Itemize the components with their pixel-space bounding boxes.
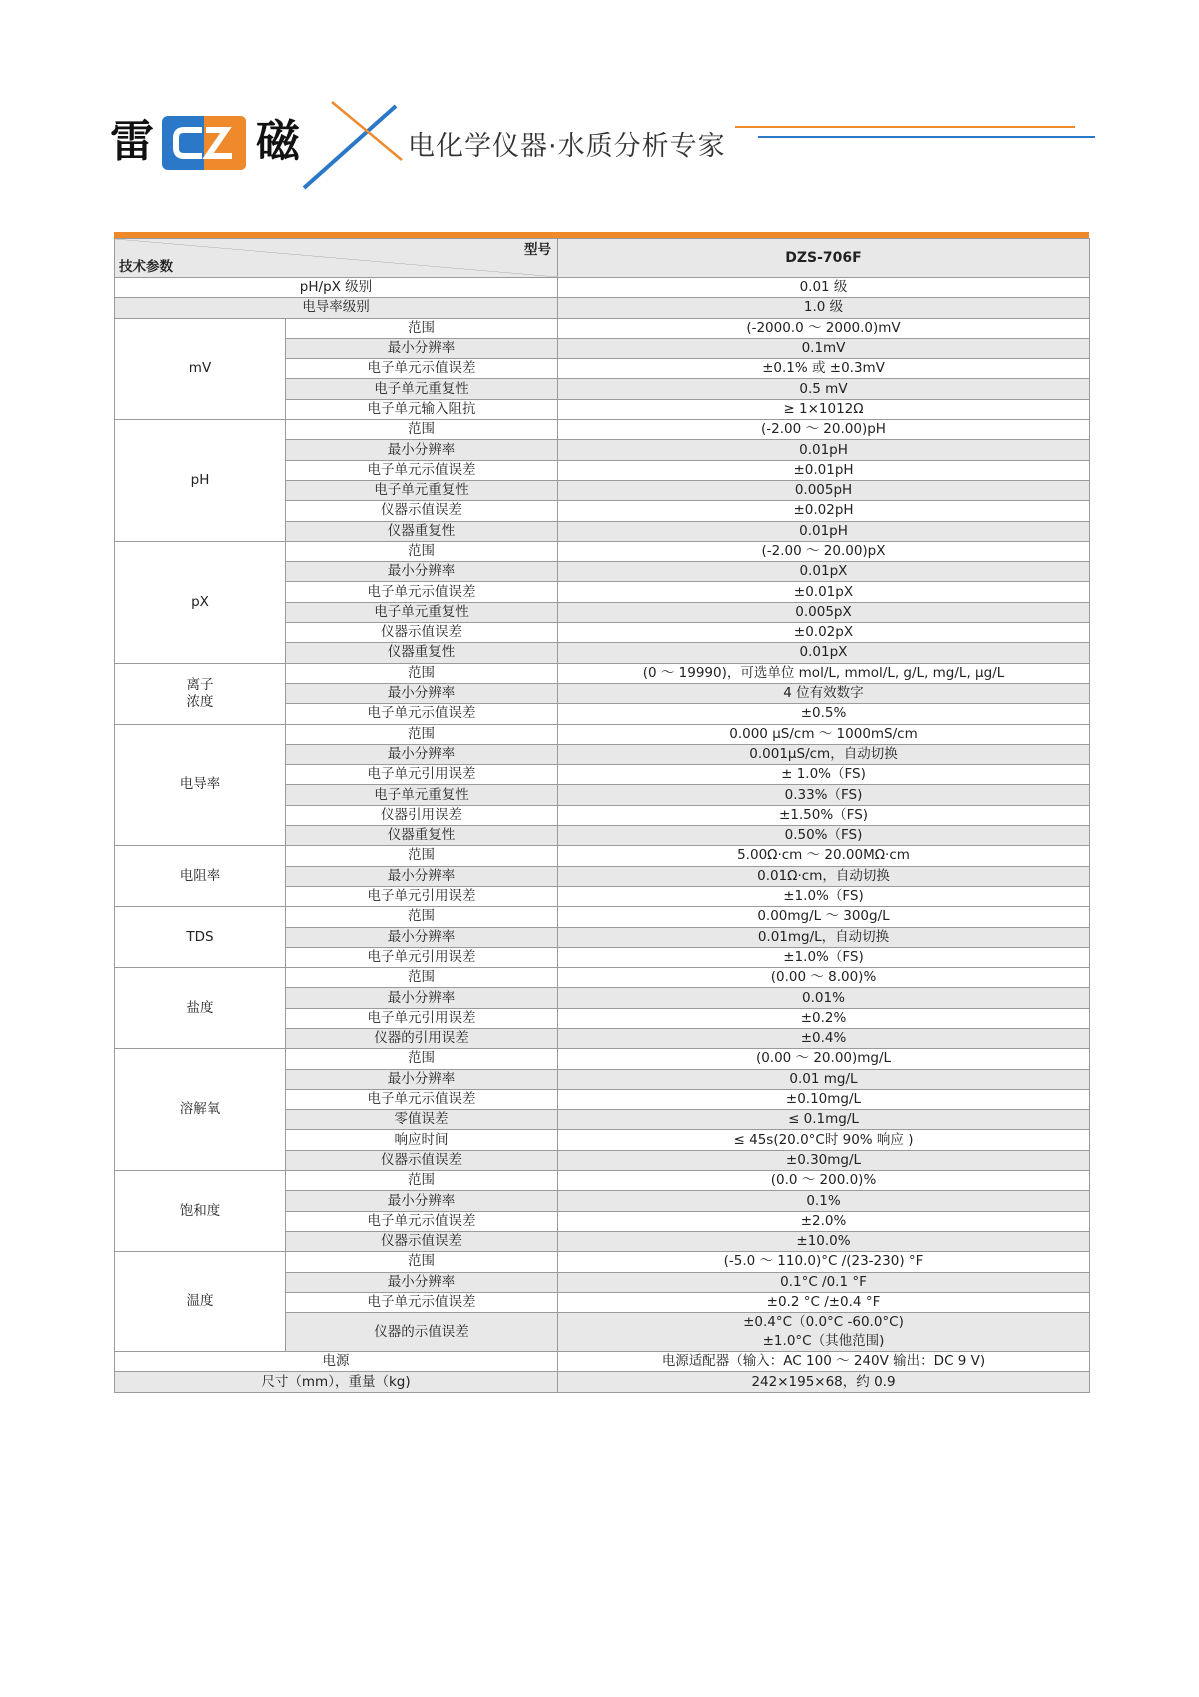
param-label: pH/pX 级别	[115, 278, 558, 298]
param-value: 0.005pX	[558, 602, 1090, 622]
param-label: 电源	[115, 1352, 558, 1372]
group-name-text: TDS	[186, 928, 214, 945]
group-name-text: 电阻率	[179, 867, 221, 884]
param-value: ± 1.0%（FS)	[558, 765, 1090, 785]
param-label: 最小分辨率	[286, 744, 558, 764]
param-value	[558, 1313, 1090, 1352]
param-label: 范围	[286, 1171, 558, 1191]
table-row	[115, 1252, 1090, 1272]
group-name	[115, 1252, 286, 1352]
brand-emblem-icon	[162, 116, 246, 170]
param-value: ≤ 45s(20.0°C时 90% 响应 )	[558, 1130, 1090, 1150]
x-decoration-icon	[302, 98, 406, 190]
group-name	[115, 724, 286, 846]
param-value-line: ±0.4°C（0.0°C -60.0°C)	[743, 1314, 904, 1331]
param-label: 范围	[286, 420, 558, 440]
param-label: 范围	[286, 1049, 558, 1069]
param-value: (-2.00 ～ 20.00)pH	[558, 420, 1090, 440]
param-label: 技术参数	[119, 259, 173, 275]
param-value: (0.0 ～ 200.0)%	[558, 1171, 1090, 1191]
param-label: 仪器的示值误差	[286, 1313, 558, 1352]
param-value: 0.1mV	[558, 338, 1090, 358]
param-label: 仪器重复性	[286, 826, 558, 846]
param-label: 仪器引用误差	[286, 805, 558, 825]
param-value: 0.001μS/cm，自动切换	[558, 744, 1090, 764]
group-name	[115, 420, 286, 542]
param-label: 仪器重复性	[286, 521, 558, 541]
blue-rule	[758, 136, 1095, 138]
param-value: 0.01pX	[558, 643, 1090, 663]
param-value: ±0.2%	[558, 1008, 1090, 1028]
param-label: 电子单元引用误差	[286, 765, 558, 785]
table-row	[115, 298, 1090, 318]
table-row	[115, 420, 1090, 440]
param-label: 最小分辨率	[286, 1272, 558, 1292]
param-label: 最小分辨率	[286, 338, 558, 358]
param-label: 最小分辨率	[286, 440, 558, 460]
param-value: 0.1°C /0.1 °F	[558, 1272, 1090, 1292]
param-value: ±0.1% 或 ±0.3mV	[558, 359, 1090, 379]
table-header-row	[115, 239, 1090, 278]
param-label: 仪器重复性	[286, 643, 558, 663]
param-value: 0.01mg/L，自动切换	[558, 927, 1090, 947]
param-value: ±1.0%（FS)	[558, 947, 1090, 967]
param-value: ±2.0%	[558, 1211, 1090, 1231]
group-name-text: 离子	[186, 676, 214, 693]
param-value: 电源适配器（输入：AC 100 ～ 240V 输出：DC 9 V)	[558, 1352, 1090, 1372]
param-label: 零值误差	[286, 1110, 558, 1130]
param-label: 电子单元示值误差	[286, 704, 558, 724]
param-label: 范围	[286, 663, 558, 683]
header-param-cell	[115, 239, 558, 278]
param-label: 最小分辨率	[286, 927, 558, 947]
param-value: ±1.50%（FS)	[558, 805, 1090, 825]
table-row	[115, 846, 1090, 866]
param-label: 电子单元重复性	[286, 480, 558, 500]
param-label: 电子单元示值误差	[286, 1211, 558, 1231]
param-value: 0.005pH	[558, 480, 1090, 500]
table-row	[115, 968, 1090, 988]
param-label: 电导率级别	[115, 298, 558, 318]
param-value: 0.01pH	[558, 440, 1090, 460]
table-row	[115, 724, 1090, 744]
param-value: 0.01 mg/L	[558, 1069, 1090, 1089]
diagonal-line	[115, 239, 557, 277]
param-label: 仪器示值误差	[286, 623, 558, 643]
param-label: 仪器示值误差	[286, 501, 558, 521]
param-value: ±0.01pH	[558, 460, 1090, 480]
param-value: ≤ 0.1mg/L	[558, 1110, 1090, 1130]
param-value: 0.01pX	[558, 562, 1090, 582]
param-label: 电子单元示值误差	[286, 1089, 558, 1109]
param-value: 0.5 mV	[558, 379, 1090, 399]
param-label: 电子单元引用误差	[286, 947, 558, 967]
table-row	[115, 1352, 1090, 1372]
group-name-text: 温度	[186, 1293, 214, 1310]
table-row	[115, 541, 1090, 561]
param-label: 最小分辨率	[286, 988, 558, 1008]
param-label: 电子单元引用误差	[286, 886, 558, 906]
param-value: 0.50%（FS)	[558, 826, 1090, 846]
param-label: 范围	[286, 1252, 558, 1272]
group-name-text: 溶解氧	[179, 1101, 221, 1118]
group-name-text: 盐度	[186, 999, 214, 1016]
param-value: ±0.4%	[558, 1028, 1090, 1048]
param-value: 242×195×68，约 0.9	[558, 1372, 1090, 1392]
param-label: 电子单元输入阻抗	[286, 399, 558, 419]
param-label: 响应时间	[286, 1130, 558, 1150]
param-value: 4 位有效数字	[558, 683, 1090, 703]
param-value: 0.1%	[558, 1191, 1090, 1211]
param-label: 最小分辨率	[286, 1069, 558, 1089]
param-value: ±0.5%	[558, 704, 1090, 724]
param-value: (0.00 ～ 8.00)%	[558, 968, 1090, 988]
table-row	[115, 1372, 1090, 1392]
param-label: 范围	[286, 541, 558, 561]
table-row	[115, 1171, 1090, 1191]
group-name	[115, 318, 286, 419]
param-value: 0.01pH	[558, 521, 1090, 541]
param-value: ±0.30mg/L	[558, 1150, 1090, 1170]
param-value: 0.01%	[558, 988, 1090, 1008]
param-value: (0 ～ 19990)，可选单位 mol/L, mmol/L, g/L, mg/L, μg/L	[558, 663, 1090, 683]
group-name-text: 电导率	[179, 776, 221, 793]
param-value: ±0.01pX	[558, 582, 1090, 602]
param-value: (-2000.0 ～ 2000.0)mV	[558, 318, 1090, 338]
param-label: 最小分辨率	[286, 562, 558, 582]
model-name: DZS-706F	[558, 239, 1090, 278]
group-name-text: pH	[190, 471, 210, 488]
param-label: 仪器示值误差	[286, 1231, 558, 1251]
group-name	[115, 1049, 286, 1171]
param-label: 范围	[286, 846, 558, 866]
param-value: (0.00 ～ 20.00)mg/L	[558, 1049, 1090, 1069]
table-row	[115, 907, 1090, 927]
group-name-text: 饱和度	[179, 1202, 221, 1219]
param-value: ±0.2 °C /±0.4 °F	[558, 1292, 1090, 1312]
param-value: 0.00mg/L ～ 300g/L	[558, 907, 1090, 927]
param-value: 1.0 级	[558, 298, 1090, 318]
param-value: ±0.10mg/L	[558, 1089, 1090, 1109]
param-label: 范围	[286, 968, 558, 988]
param-label: 最小分辨率	[286, 683, 558, 703]
group-name	[115, 1171, 286, 1252]
param-value-line-2: ±1.0°C（其他范围)	[762, 1333, 885, 1350]
param-label: 电子单元重复性	[286, 379, 558, 399]
param-label: 最小分辨率	[286, 866, 558, 886]
param-label: 电子单元示值误差	[286, 460, 558, 480]
param-value: 0.000 μS/cm ～ 1000mS/cm	[558, 724, 1090, 744]
param-label: 电子单元示值误差	[286, 582, 558, 602]
group-name	[115, 846, 286, 907]
group-name-text: pX	[191, 593, 209, 610]
param-value: (-5.0 ～ 110.0)°C /(23-230) °F	[558, 1252, 1090, 1272]
orange-rule	[735, 126, 1075, 128]
param-label: 仪器示值误差	[286, 1150, 558, 1170]
group-name-text: mV	[188, 360, 212, 377]
table-row	[115, 278, 1090, 298]
param-value: ±0.02pH	[558, 501, 1090, 521]
param-label: 范围	[286, 724, 558, 744]
spec-table	[114, 238, 1090, 1393]
param-value: (-2.00 ～ 20.00)pX	[558, 541, 1090, 561]
param-label: 电子单元示值误差	[286, 359, 558, 379]
param-label: 尺寸（mm），重量（kg)	[115, 1372, 558, 1392]
group-name	[115, 968, 286, 1049]
param-value: 0.01Ω·cm，自动切换	[558, 866, 1090, 886]
group-name-text-2: 浓度	[186, 693, 214, 710]
param-value: ≥ 1×1012Ω	[558, 399, 1090, 419]
param-label: 电子单元引用误差	[286, 1008, 558, 1028]
table-row	[115, 318, 1090, 338]
param-value: 5.00Ω·cm ～ 20.00MΩ·cm	[558, 846, 1090, 866]
brand-char-left: 雷	[110, 116, 154, 167]
group-name	[115, 663, 286, 724]
param-value: ±0.02pX	[558, 623, 1090, 643]
table-row	[115, 663, 1090, 683]
tagline: 电化学仪器·水质分析专家	[408, 131, 726, 162]
param-label: 范围	[286, 318, 558, 338]
param-value: 0.33%（FS)	[558, 785, 1090, 805]
table-row	[115, 1049, 1090, 1069]
param-value: ±1.0%（FS)	[558, 886, 1090, 906]
group-name	[115, 541, 286, 663]
group-name	[115, 907, 286, 968]
brand-char-right: 磁	[256, 116, 300, 167]
param-label: 电子单元重复性	[286, 785, 558, 805]
param-value: ±10.0%	[558, 1231, 1090, 1251]
param-label: 最小分辨率	[286, 1191, 558, 1211]
param-label: 电子单元示值误差	[286, 1292, 558, 1312]
param-value: 0.01 级	[558, 278, 1090, 298]
model-label: 型号	[524, 242, 551, 258]
param-label: 仪器的引用误差	[286, 1028, 558, 1048]
param-label: 范围	[286, 907, 558, 927]
param-label: 电子单元重复性	[286, 602, 558, 622]
